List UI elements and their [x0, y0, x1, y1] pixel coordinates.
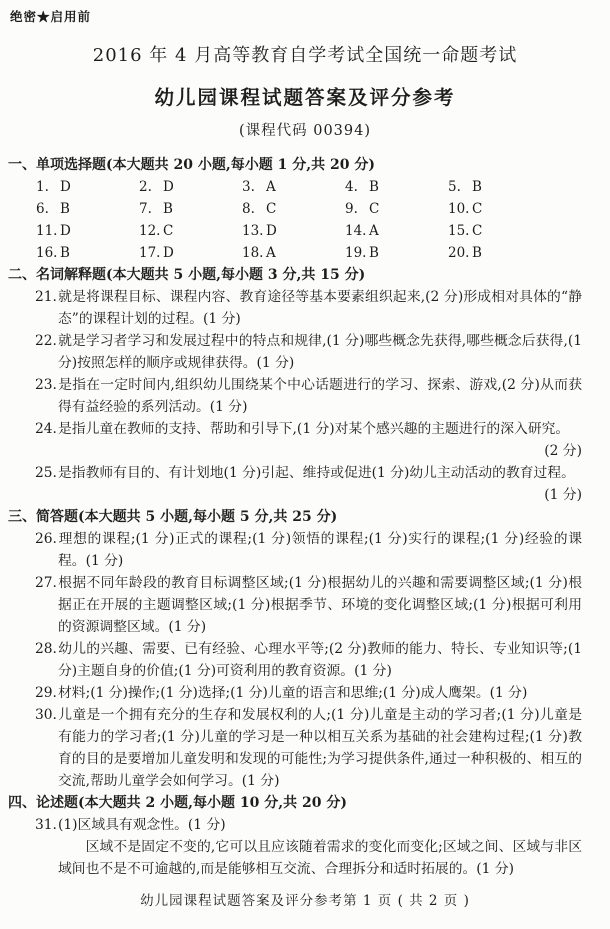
question-number: 15. [448, 223, 470, 239]
question-number: 9. [345, 201, 358, 217]
mc-answer [36, 176, 139, 198]
score-note: (2 分) [544, 443, 582, 459]
mc-answer [448, 220, 551, 242]
question-number: 19. [345, 245, 367, 261]
question-item [35, 374, 582, 418]
question-item [35, 528, 582, 572]
section-heading-short: 三、简答题(本大题共 5 小题,每小题 5 分,共 25 分) [8, 509, 338, 525]
question-number: 29. [35, 685, 57, 701]
answer-letter: D [60, 223, 71, 239]
answer-letter: C [472, 201, 483, 217]
question-number: 12. [139, 223, 161, 239]
question-number: 23. [35, 377, 57, 393]
question-number: 31. [35, 817, 57, 833]
question-number: 4. [345, 179, 358, 195]
question-number: 25. [35, 465, 57, 481]
question-item [35, 462, 582, 506]
score-note: (1 分) [544, 487, 582, 503]
question-number: 20. [448, 245, 470, 261]
answer-letter: B [369, 179, 379, 195]
question-number: 5. [448, 179, 461, 195]
mc-answer [242, 176, 345, 198]
mc-answer [139, 176, 242, 198]
page-title: 幼儿园课程试题答案及评分参考 [154, 86, 456, 109]
course-code: (课程代码 00394) [238, 123, 372, 139]
question-number: 24. [35, 421, 57, 437]
mc-answer [139, 220, 242, 242]
mc-answer [345, 176, 448, 198]
question-number: 6. [36, 201, 49, 217]
answer-text: 是指在一定时间内,组织幼儿围绕某个中心话题进行的学习、探索、游戏,(2 分)从而获得有益经验的系列活动。(1 分) [58, 377, 582, 415]
question-number: 27. [35, 575, 57, 591]
answer-text: 材料;(1 分)操作;(1 分)选择;(1 分)儿童的语言和思维;(1 分)成人鹰架。(1 分) [58, 685, 528, 701]
answer-letter: A [266, 179, 276, 195]
question-number: 18. [242, 245, 264, 261]
answer-text: (1)区域具有观念性。(1 分) [58, 817, 226, 833]
question-item [35, 572, 582, 638]
question-number: 26. [35, 531, 57, 547]
answer-letter: B [472, 245, 482, 261]
answer-letter: D [60, 179, 71, 195]
question-number: 17. [139, 245, 161, 261]
question-number: 13. [242, 223, 264, 239]
section-heading-essay: 四、论述题(本大题共 2 小题,每小题 10 分,共 20 分) [8, 795, 347, 811]
mc-answer [345, 220, 448, 242]
answer-text: 幼儿的兴趣、需要、已有经验、心理水平等;(2 分)教师的能力、特长、专业知识等;(1 分)主题自身的价值;(1 分)可资利用的教育资源。(1 分) [58, 641, 582, 679]
question-number: 1. [36, 179, 49, 195]
answer-text: 是指教师有目的、有计划地(1 分)引起、维持或促进(1 分)幼儿主动活动的教育过程。 [58, 465, 575, 481]
mc-answer [448, 198, 551, 220]
answer-text: 就是将课程目标、课程内容、教育途径等基本要素组织起来,(2 分)形成相对具体的“静态”的课程计划的过程。(1 分) [58, 289, 582, 327]
question-number: 14. [345, 223, 367, 239]
answer-letter: B [369, 245, 379, 261]
question-number: 21. [35, 289, 57, 305]
mc-answer [448, 242, 551, 264]
question-number: 11. [36, 223, 58, 239]
mc-answer [242, 242, 345, 264]
answer-letter: C [266, 201, 277, 217]
question-item [35, 286, 582, 330]
mc-answer [345, 198, 448, 220]
question-number: 16. [36, 245, 58, 261]
question-item [35, 638, 582, 682]
question-number: 7. [139, 201, 152, 217]
mc-answer [345, 242, 448, 264]
mc-answer [36, 242, 139, 264]
page-footer: 幼儿园课程试题答案及评分参考第 1 页 ( 共 2 页 ) [140, 893, 470, 909]
answer-letter: D [163, 245, 174, 261]
mc-answer [36, 220, 139, 242]
question-number: 3. [242, 179, 255, 195]
answer-text: 儿童是一个拥有充分的生存和发展权利的人;(1 分)儿童是主动的学习者;(1 分)儿童是有能力的学习者;(1 分)儿童的学习是一种以相互关系为基础的社会建构过程;(1 分)教育的目的是要增加儿童发明和发现的可能性;为学习提供条件,通过一种积极的、相互的交流,帮助儿童学会如何学习。(1 分) [58, 707, 582, 789]
question-number: 28. [35, 641, 57, 657]
question-number: 30. [35, 707, 57, 723]
answer-letter: D [163, 179, 174, 195]
mc-answer [448, 176, 551, 198]
question-item [35, 704, 582, 792]
mc-answer [36, 198, 139, 220]
mc-answer [242, 220, 345, 242]
answer-letter: B [472, 179, 482, 195]
mc-answer [139, 242, 242, 264]
answer-paragraph: 区域不是固定不变的,它可以且应该随着需求的变化而变化;区域之间、区域与非区域间也不是不可逾越的,而是能够相互交流、合理拆分和适时拓展的。(1 分) [58, 839, 582, 877]
answer-text: 就是学习者学习和发展过程中的特点和规律,(1 分)哪些概念先获得,哪些概念后获得,(1 分)按照怎样的顺序或规律获得。(1 分) [58, 333, 582, 371]
question-number: 22. [35, 333, 57, 349]
section-heading-terms: 二、名词解释题(本大题共 5 小题,每小题 3 分,共 15 分) [8, 267, 366, 283]
answer-text: 根据不同年龄段的教育目标调整区域;(1 分)根据幼儿的兴趣和需要调整区域;(1 分)根据正在开展的主题调整区域;(1 分)根据季节、环境的变化调整区域;(1 分)根据可利用的资源调整区域。(1 分) [58, 575, 582, 635]
answer-letter: A [369, 223, 379, 239]
mc-answer [139, 198, 242, 220]
answer-letter: C [163, 223, 174, 239]
mc-answer-grid [36, 176, 610, 264]
answer-letter: B [163, 201, 173, 217]
answer-text: 是指儿童在教师的支持、帮助和引导下,(1 分)对某个感兴趣的主题进行的深入研究。 [58, 421, 570, 437]
answer-letter: D [266, 223, 277, 239]
question-item [35, 418, 582, 462]
question-item [35, 682, 582, 704]
answer-letter: B [60, 245, 70, 261]
answer-letter: C [472, 223, 483, 239]
answer-letter: C [369, 201, 380, 217]
question-item [35, 814, 582, 880]
mc-answer [242, 198, 345, 220]
section-heading-choice: 一、单项选择题(本大题共 20 小题,每小题 1 分,共 20 分) [8, 157, 375, 173]
question-number: 8. [242, 201, 255, 217]
answer-letter: A [266, 245, 276, 261]
question-item [35, 330, 582, 374]
question-number: 10. [448, 201, 470, 217]
answer-letter: B [60, 201, 70, 217]
exam-title: 2016 年 4 月高等教育自学考试全国统一命题考试 [92, 45, 518, 66]
question-number: 2. [139, 179, 152, 195]
security-classification: 绝密★启用前 [10, 9, 92, 24]
answer-text: 理想的课程;(1 分)正式的课程;(1 分)领悟的课程;(1 分)实行的课程;(1 分)经验的课程。(1 分) [58, 531, 582, 569]
